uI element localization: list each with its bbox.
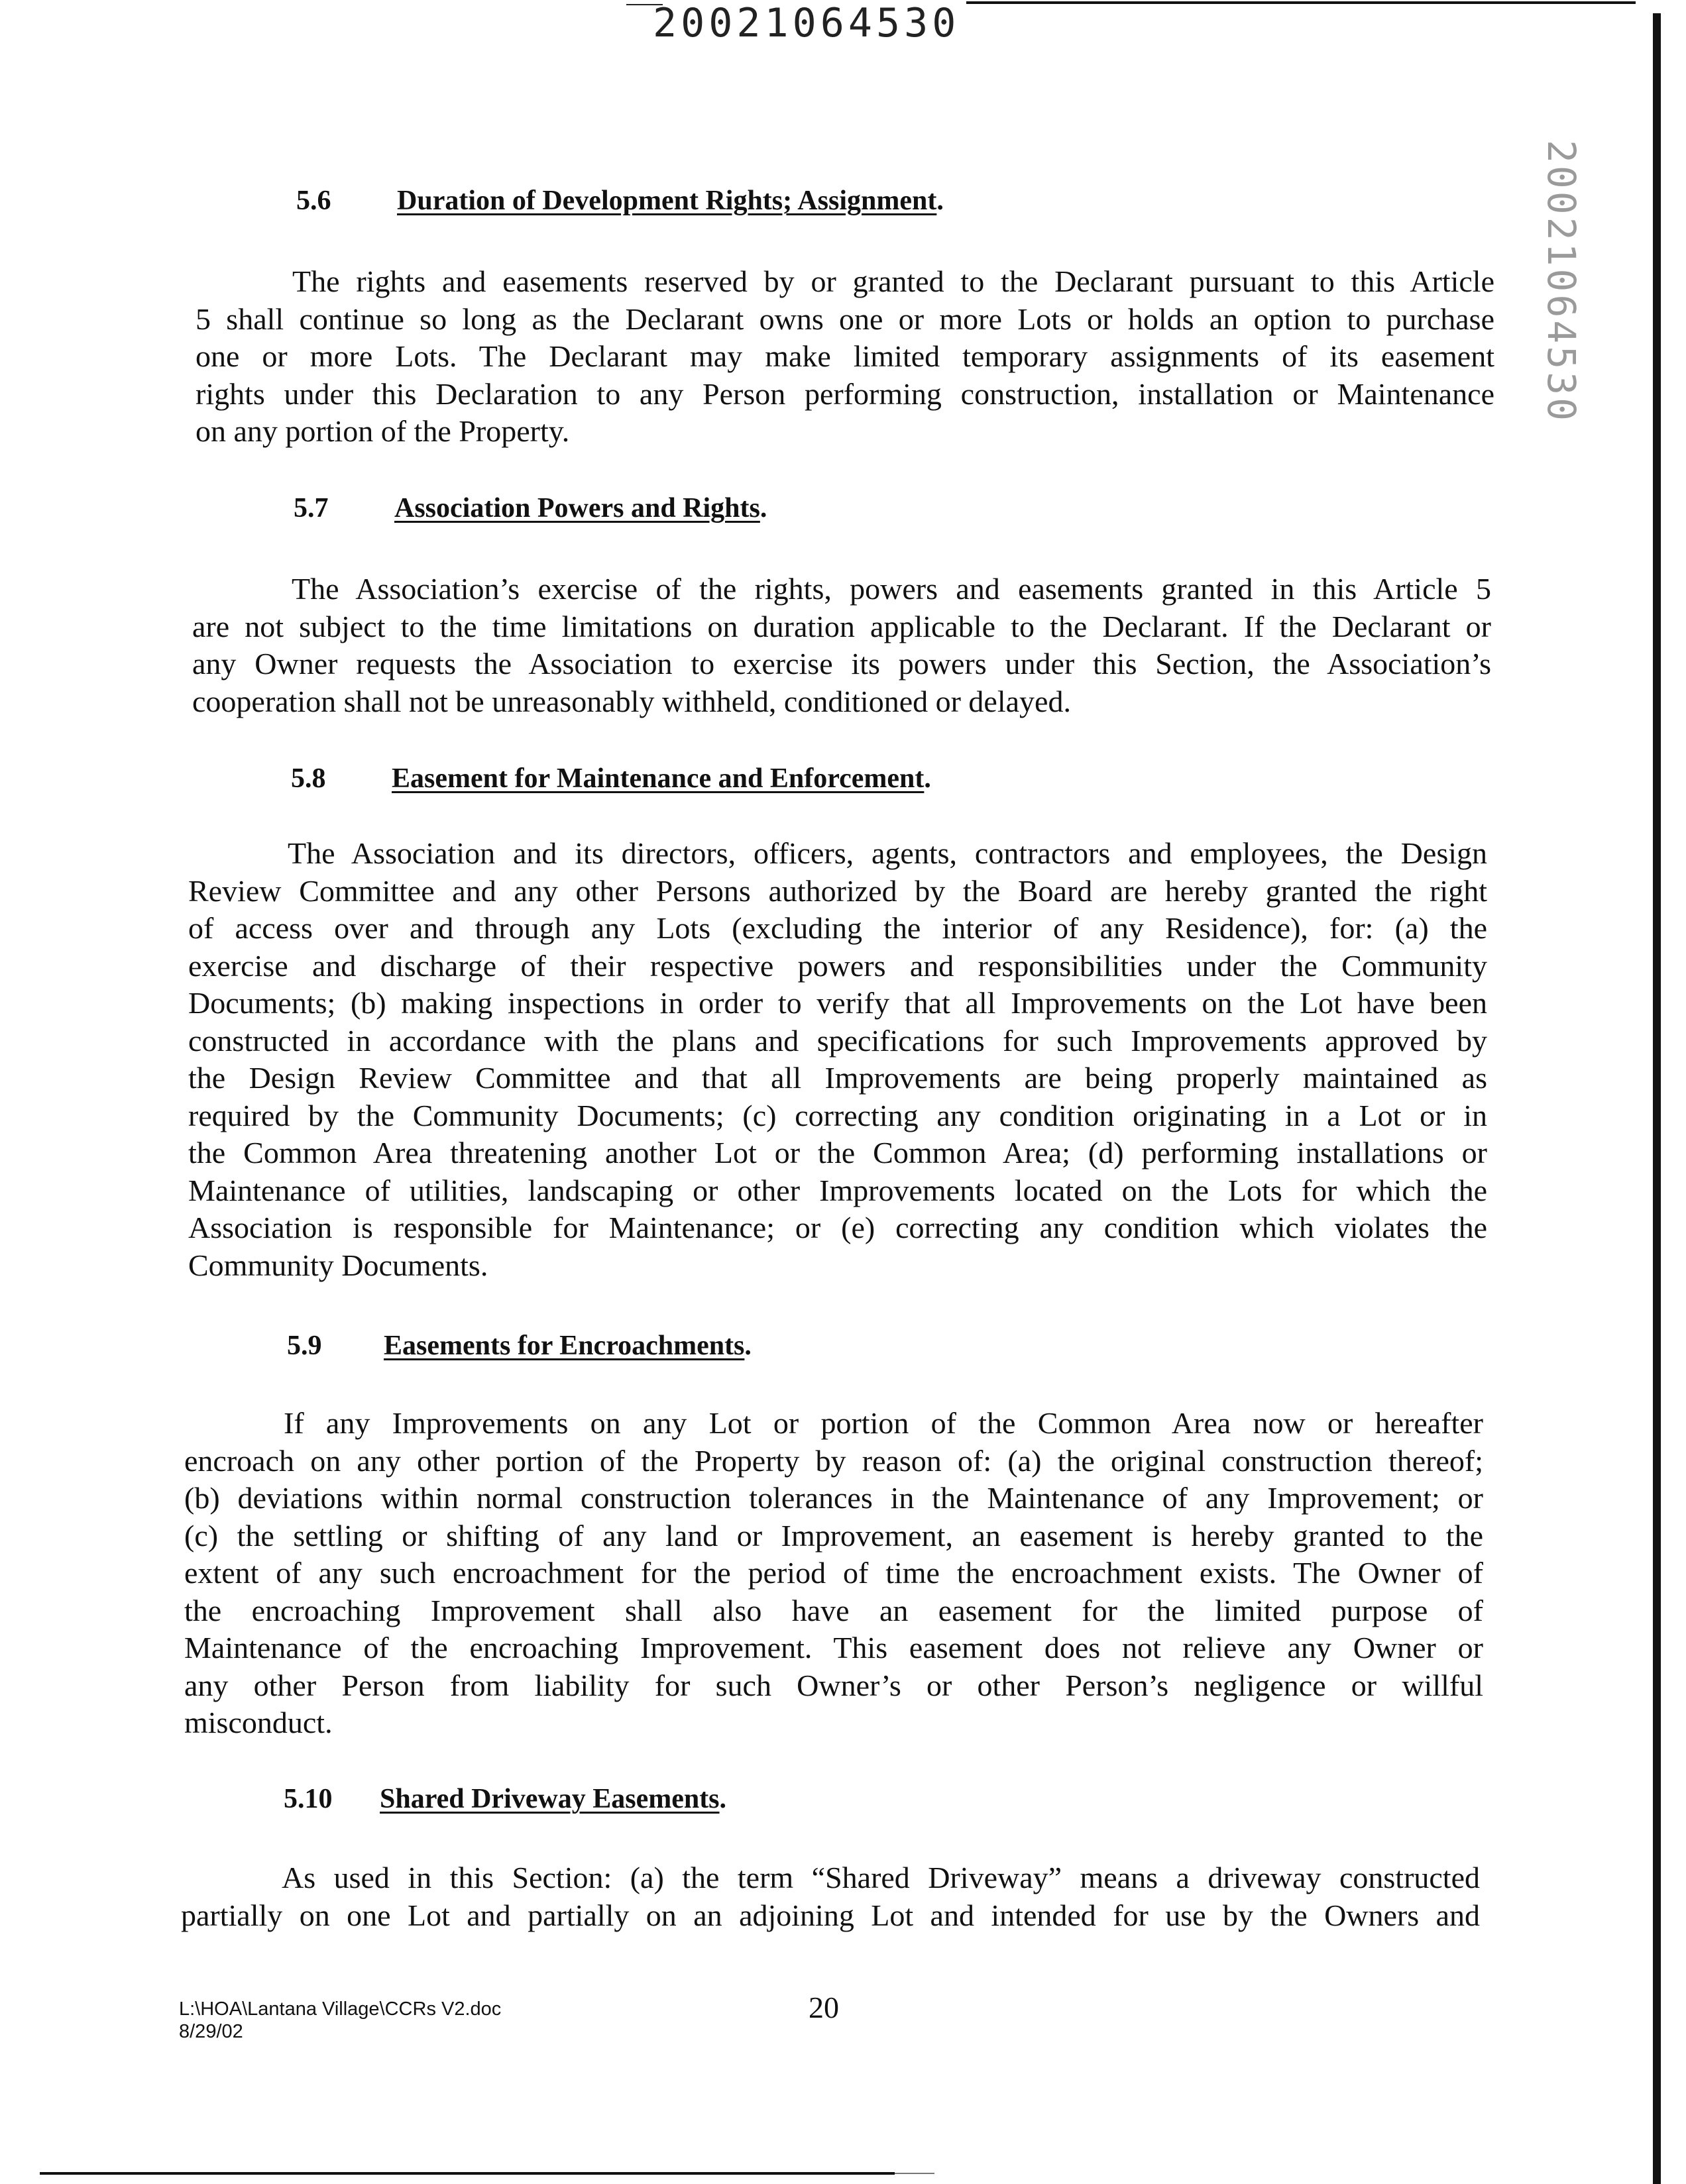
bottom-rule xyxy=(895,2173,934,2174)
section-heading-5-7 xyxy=(294,492,760,525)
section-body-5-9 xyxy=(184,1405,1483,1742)
text-line: Community Documents. xyxy=(188,1248,488,1282)
text-line: If any Improvements on any Lot or portion of the Common Area now or hereafter xyxy=(284,1406,1483,1440)
section-title: Association Powers and Rights . xyxy=(394,492,767,525)
section-heading-5-9 xyxy=(287,1329,745,1362)
page-number: 20 xyxy=(809,1991,839,2024)
footer-file-path: L:\HOA\Lantana Village\CCRs V2.doc xyxy=(179,1998,502,2020)
section-title: Shared Driveway Easements . xyxy=(380,1782,726,1816)
text-line: the Common Area threatening another Lot or the Common Area; (d) performing installations or xyxy=(188,1136,1487,1170)
text-line: on any portion of the Property. xyxy=(196,414,570,448)
scan-edge-bar xyxy=(1653,13,1661,2184)
text-line: (b) deviations within normal construction tolerances in the Maintenance of any Improvement; or xyxy=(184,1481,1483,1515)
document-number: 20021064530 xyxy=(653,0,960,46)
section-body-5-7 xyxy=(192,571,1491,720)
text-line: (c) the settling or shifting of any land or Improvement, an easement is hereby granted to the xyxy=(184,1518,1483,1553)
text-line: misconduct. xyxy=(184,1706,333,1739)
section-body-5-8 xyxy=(188,835,1487,1284)
footer-date: 8/29/02 xyxy=(179,2021,243,2042)
section-number: 5.9 xyxy=(287,1331,322,1361)
text-line: partially on one Lot and partially on an adjoining Lot and intended for use by the Owners and xyxy=(181,1898,1480,1932)
text-line: the Design Review Committee and that all Improvements are being properly maintained as xyxy=(188,1061,1487,1095)
section-heading-5-8 xyxy=(291,762,925,795)
text-line: The Association and its directors, officers, agents, contractors and employees, the Design xyxy=(288,836,1487,870)
side-stamp-text: 20021064530 xyxy=(1539,139,1584,424)
section-body-5-6 xyxy=(196,263,1494,451)
section-number: 5.7 xyxy=(294,493,329,523)
top-rule xyxy=(966,1,1636,4)
text-line: are not subject to the time limitations on duration applicable to the Declarant. If the Declarant or xyxy=(192,609,1491,643)
section-heading-5-10 xyxy=(284,1782,720,1816)
text-line: Association is responsible for Maintenance; or (e) correcting any condition which violates the xyxy=(188,1211,1487,1244)
section-number: 5.8 xyxy=(291,763,326,794)
text-line: the encroaching Improvement shall also have an easement for the limited purpose of xyxy=(184,1593,1483,1627)
text-line: extent of any such encroachment for the period of time the encroachment exists. The Owner of xyxy=(184,1556,1483,1590)
section-body-5-10 xyxy=(181,1859,1480,1934)
text-line: Maintenance of utilities, landscaping or other Improvements located on the Lots for which the xyxy=(188,1173,1487,1207)
section-number: 5.6 xyxy=(296,186,331,216)
text-line: cooperation shall not be unreasonably withheld, conditioned or delayed. xyxy=(192,684,1071,718)
section-number: 5.10 xyxy=(284,1784,333,1814)
text-line: of access over and through any Lots (excluding the interior of any Residence), for: (a) the xyxy=(188,911,1487,945)
section-title: Duration of Development Rights; Assignment . xyxy=(397,184,944,217)
section-title: Easements for Encroachments . xyxy=(384,1329,752,1362)
text-line: Documents; (b) making inspections in order to verify that all Improvements on the Lot have been xyxy=(188,986,1487,1020)
text-line: any Owner requests the Association to exercise its powers under this Section, the Association’s xyxy=(192,647,1491,681)
bottom-rule xyxy=(40,2172,895,2175)
text-line: 5 shall continue so long as the Declarant owns one or more Lots or holds an option to purchase xyxy=(196,301,1494,336)
text-line: required by the Community Documents; (c) correcting any condition originating in a Lot or in xyxy=(188,1098,1487,1132)
section-heading-5-6 xyxy=(296,184,937,217)
text-line: rights under this Declaration to any Person performing construction, installation or Maintenance xyxy=(196,376,1494,411)
text-line: Review Committee and any other Persons authorized by the Board are hereby granted the right xyxy=(188,873,1487,908)
footer-file-info xyxy=(179,1998,501,2043)
text-line: exercise and discharge of their respective powers and responsibilities under the Community xyxy=(188,948,1487,983)
text-line: one or more Lots. The Declarant may make limited temporary assignments of its easement xyxy=(196,339,1494,373)
text-line: The rights and easements reserved by or granted to the Declarant pursuant to this Article xyxy=(292,264,1494,298)
text-line: Maintenance of the encroaching Improvement. This easement does not relieve any Owner or xyxy=(184,1631,1483,1665)
text-line: The Association’s exercise of the rights, powers and easements granted in this Article 5 xyxy=(292,572,1491,606)
text-line: constructed in accordance with the plans and specifications for such Improvements approved by xyxy=(188,1023,1487,1058)
text-line: As used in this Section: (a) the term “Shared Driveway” means a driveway constructed xyxy=(282,1861,1480,1894)
section-title: Easement for Maintenance and Enforcement . xyxy=(392,762,931,795)
text-line: encroach on any other portion of the Property by reason of: (a) the original construction thereof; xyxy=(184,1443,1483,1478)
text-line: any other Person from liability for such Owner’s or other Person’s negligence or willful xyxy=(184,1668,1483,1702)
